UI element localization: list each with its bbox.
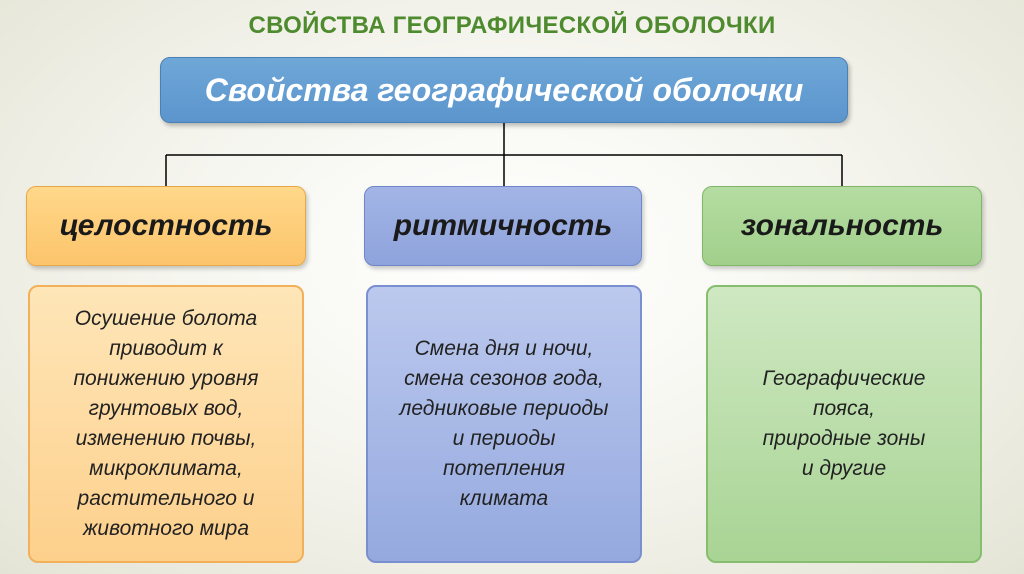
root-node-label: Свойства географической оболочки [204,71,804,108]
description-zonality-text: Географические пояса, природные зоны и другие [762,367,926,480]
category-rhythm-label: ритмичность [393,209,613,242]
root-node [160,57,848,123]
description-rhythm [366,285,642,563]
category-integrity [26,186,306,266]
slide-title: СВОЙСТВА ГЕОГРАФИЧЕСКОЙ ОБОЛОЧКИ [248,12,776,39]
description-integrity-text: Осушение болота приводит к понижению уровня грунтовых вод, изменению почвы, микроклимата, растительного и животного мира [73,307,259,540]
category-zonality-label: зональность [740,209,944,242]
category-rhythm [364,186,642,266]
description-zonality [706,285,982,563]
description-rhythm-text: Смена дня и ночи, смена сезонов года, ледниковые периоды и периоды потепления климата [399,337,609,510]
category-zonality [702,186,982,266]
description-integrity [28,285,304,563]
category-integrity-label: целостность [59,209,273,242]
